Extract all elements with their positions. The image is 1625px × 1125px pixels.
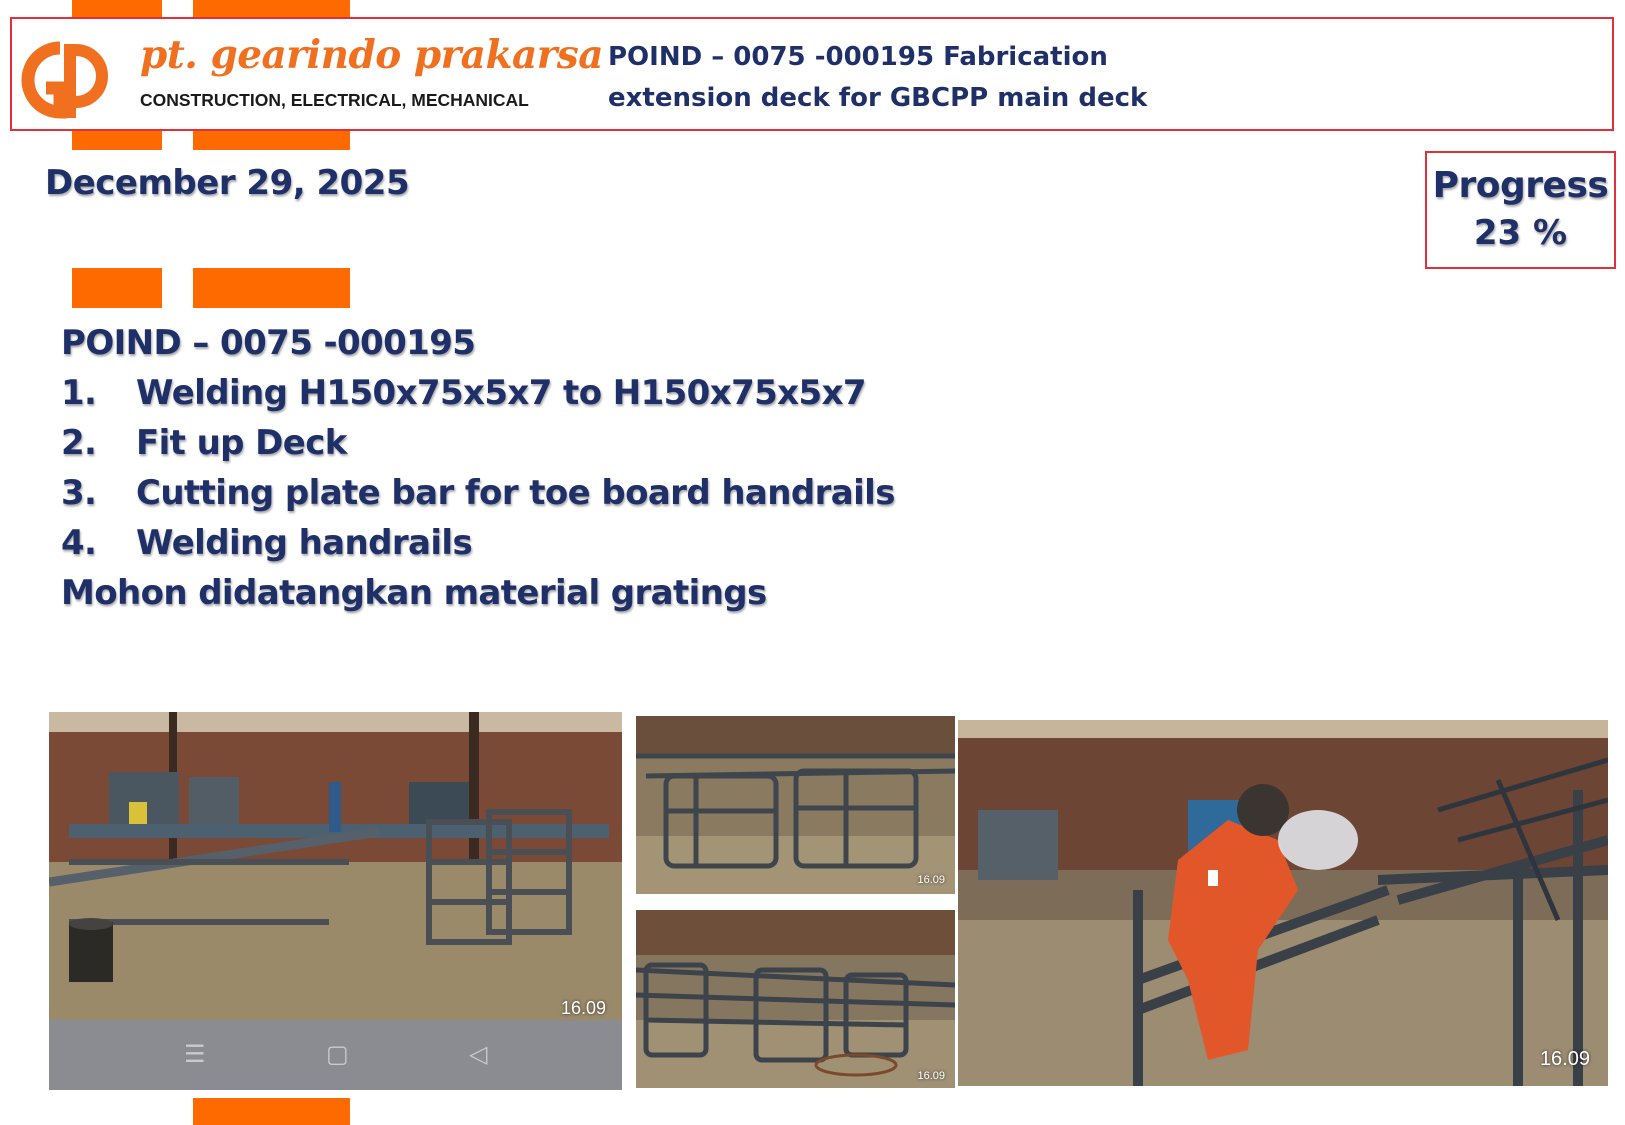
report-date: December 29, 2025 — [45, 163, 410, 203]
photo-workshop-handrails — [49, 712, 622, 1090]
document-title — [608, 37, 1147, 119]
photo-timestamp: 16.09 — [917, 1070, 945, 1082]
photo-image — [636, 716, 955, 894]
progress-box — [1425, 151, 1616, 269]
list-item — [61, 468, 895, 518]
list-item — [61, 418, 895, 468]
work-heading: POIND – 0075 -000195 — [61, 323, 476, 363]
progress-label: Progress — [1432, 165, 1609, 206]
item-text: Cutting plate bar for toe board handrails — [136, 473, 895, 513]
company-logo-icon — [20, 40, 112, 120]
list-item — [61, 368, 895, 418]
title-line-2: extension deck for GBCPP main deck — [608, 83, 1148, 113]
item-text: Fit up Deck — [136, 423, 347, 463]
photo-welding-deck — [958, 720, 1608, 1086]
photo-timestamp: 16.09 — [917, 874, 945, 886]
photo-image — [958, 720, 1608, 1086]
item-text: Welding H150x75x5x7 to H150x75x5x7 — [136, 373, 866, 413]
item-number: 3. — [61, 473, 97, 513]
company-tagline: CONSTRUCTION, ELECTRICAL, MECHANICAL — [140, 90, 529, 110]
progress-value: 23 % — [1473, 213, 1568, 253]
work-list — [61, 318, 895, 618]
photo-handrail-assembly — [636, 910, 955, 1088]
decor-bar-mid-right — [193, 268, 350, 308]
menu-icon[interactable]: ☰ — [184, 1040, 206, 1068]
title-line-1: POIND – 0075 -000195 Fabrication — [608, 42, 1108, 72]
back-triangle-icon[interactable]: ◁ — [469, 1040, 488, 1068]
decor-bar-mid-left — [72, 268, 162, 308]
photo-timestamp: 16.09 — [1539, 1048, 1590, 1070]
phone-navigation-bar — [49, 1020, 622, 1090]
photo-image — [636, 910, 955, 1088]
item-number: 2. — [61, 423, 97, 463]
item-number: 4. — [61, 523, 97, 563]
photo-handrail-frames — [636, 716, 955, 894]
photo-image — [49, 712, 622, 1020]
photo-timestamp: 16.09 — [560, 998, 606, 1018]
work-note: Mohon didatangkan material gratings — [61, 573, 767, 613]
item-number: 1. — [61, 373, 97, 413]
decor-bar-bottom — [193, 1098, 350, 1125]
home-square-icon[interactable]: ▢ — [326, 1040, 349, 1068]
item-text: Welding handrails — [136, 523, 473, 563]
list-item — [61, 518, 895, 568]
company-name: pt. gearindo prakarsa — [140, 32, 604, 78]
